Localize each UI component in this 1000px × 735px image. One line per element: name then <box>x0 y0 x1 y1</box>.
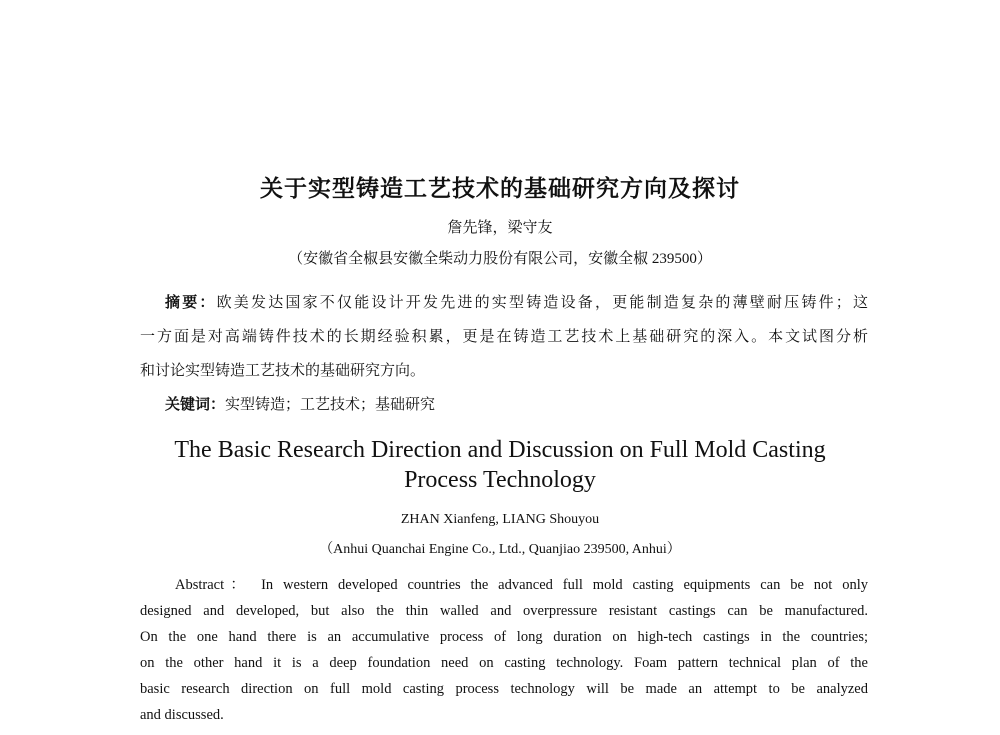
en-title-line2: Process Technology <box>404 467 596 493</box>
cn-abstract-line <box>165 294 868 312</box>
cn-title: 关于实型铸造工艺技术的基础研究方向及探讨 <box>260 176 740 201</box>
cn-keywords <box>165 396 893 414</box>
en-abstract-line <box>175 576 868 594</box>
en-abstract-line: on the other hand it is a deep foundation need on casting technology. Foam pattern technical plan of the <box>140 655 868 671</box>
en-affiliation: （Anhui Quanchai Engine Co., Ltd., Quanjiao 239500, Anhui） <box>319 542 681 557</box>
cn-keywords-text: 实型铸造；工艺技术；基础研究 <box>225 397 436 413</box>
en-title: The Basic Research Direction and Discussion on Full Mold Casting <box>174 437 826 463</box>
cn-abstract-line: 一方面是对高端铸件技术的长期经验积累，更是在铸造工艺技术上基础研究的深入。本文试图分析 <box>140 329 868 345</box>
en-abstract-text: In western developed countries the advanced full mold casting equipments can be not only <box>261 577 868 593</box>
cn-keywords-label: 关键词： <box>165 397 226 413</box>
en-abstract-line: basic research direction on full mold casting process technology will be made an attempt to be analyzed <box>140 681 868 697</box>
cn-abstract-label: 摘要： <box>165 295 217 311</box>
cn-abstract-line: 和讨论实型铸造工艺技术的基础研究方向。 <box>140 363 426 379</box>
en-abstract-label: Abstract： <box>175 577 252 593</box>
cn-affiliation: （安徽省全椒县安徽全柴动力股份有限公司，安徽全椒 239500） <box>288 251 712 267</box>
en-abstract-line: designed and developed, but also the thin walled and overpressure resistant castings can be manufactured. <box>140 603 868 619</box>
cn-authors: 詹先锋，梁守友 <box>447 220 553 236</box>
en-abstract-line: On the one hand there is an accumulative process of long duration on high-tech castings in the countries; <box>140 629 868 645</box>
en-abstract-line: and discussed. <box>140 707 224 723</box>
cn-abstract-text: 欧美发达国家不仅能设计开发先进的实型铸造设备，更能制造复杂的薄壁耐压铸件；这 <box>216 295 868 311</box>
en-authors: ZHAN Xianfeng, LIANG Shouyou <box>400 512 600 527</box>
